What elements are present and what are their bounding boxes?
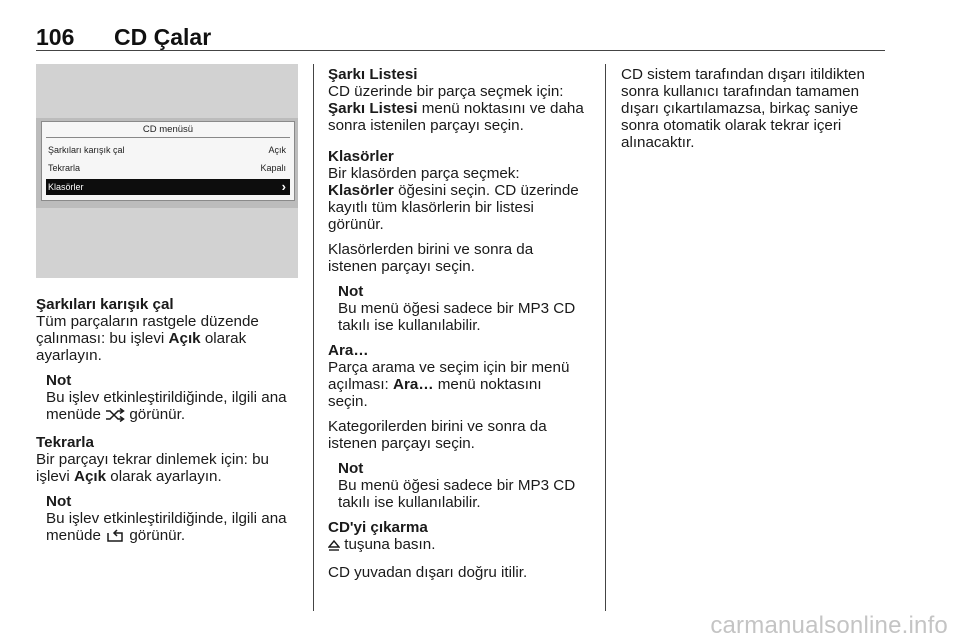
body-text: alınacaktır.: [621, 134, 695, 151]
section-heading-eject: CD'yi çıkarma: [328, 519, 428, 536]
inline-term: Şarkı Listesi: [328, 100, 418, 117]
body-text: istenen parçayı seçin.: [328, 258, 475, 275]
inline-term: Açık: [168, 330, 201, 347]
screen-title: CD menüsü: [142, 124, 194, 135]
column-2: [328, 66, 600, 581]
column-1: [36, 296, 304, 547]
section-heading-search: Ara…: [328, 342, 369, 359]
note-text: Bu menü öğesi sadece bir MP3 CD: [338, 300, 576, 317]
note-label: Not: [46, 493, 72, 510]
note-shuffle: [36, 372, 304, 426]
screen-row-label: Klasörler: [48, 182, 84, 192]
section-heading-repeat: Tekrarla: [36, 434, 94, 451]
body-text: işlevi Açık olarak ayarlayın.: [36, 468, 222, 485]
screen-row-folders: [46, 179, 290, 195]
screen-row-value: Açık: [268, 145, 286, 155]
note-label: Not: [338, 283, 364, 300]
body-text: görünür.: [328, 216, 384, 233]
body-text: CD sistem tarafından dışarı itildikten: [621, 66, 865, 83]
screen-row-repeat: [46, 160, 290, 176]
page-number: 106: [36, 24, 75, 50]
note-text: takılı ise kullanılabilir.: [338, 494, 481, 511]
column-divider-2: [605, 64, 606, 611]
section-heading-folders: Klasörler: [328, 148, 394, 165]
body-text: seçin.: [328, 393, 368, 410]
watermark: carmanualsonline.info: [710, 612, 948, 639]
display-screen: [41, 121, 295, 201]
body-text: Kategorilerden birini ve sonra da: [328, 418, 547, 435]
note-text: takılı ise kullanılabilir.: [338, 317, 481, 334]
body-text: Bir parçayı tekrar dinlemek için: bu: [36, 451, 269, 468]
screen-title-divider: [46, 137, 290, 138]
eject-icon: [328, 539, 340, 556]
body-text: açılması: Ara… menü noktasını: [328, 376, 542, 393]
note-repeat: [36, 493, 304, 547]
body-text: Şarkı Listesi menü noktasını ve daha: [328, 100, 584, 117]
page-title: CD Çalar: [114, 24, 212, 50]
body-text: Bir klasörden parça seçmek:: [328, 165, 520, 182]
screen-row-shuffle: [46, 142, 290, 158]
section-heading-tracklist: Şarkı Listesi: [328, 66, 418, 83]
header-divider: [36, 50, 885, 51]
body-text: CD yuvadan dışarı doğru itilir.: [328, 564, 528, 581]
body-text: Klasörler öğesini seçin. CD üzerinde: [328, 182, 579, 199]
note-label: Not: [338, 460, 364, 477]
inline-term: Açık: [73, 468, 107, 485]
note-text: menüde görünür.: [46, 406, 304, 426]
column-3: [621, 66, 889, 151]
inline-term: Klasörler: [328, 182, 394, 199]
body-text: sonra otomatik olarak tekrar içeri: [621, 117, 842, 134]
screen-row-label: Şarkıları karışık çal: [48, 145, 125, 155]
section-heading-shuffle: Şarkıları karışık çal: [36, 296, 174, 313]
body-text: sonra istenilen parçayı seçin.: [328, 117, 524, 134]
body-text: ayarlayın.: [36, 347, 102, 364]
inline-term: Ara…: [393, 376, 434, 393]
note-text: Bu işlev etkinleştirildiğinde, ilgili ana: [46, 389, 287, 406]
body-text: istenen parçayı seçin.: [328, 435, 475, 452]
note-search: [328, 460, 600, 511]
note-text: Bu işlev etkinleştirildiğinde, ilgili ana: [46, 510, 287, 527]
chevron-right-icon: ›: [281, 179, 286, 194]
cd-menu-figure: [36, 64, 298, 278]
body-text: kayıtlı tüm klasörlerin bir listesi: [328, 199, 534, 216]
body-text: Parça arama ve seçim için bir menü: [328, 359, 570, 376]
body-text: sonra kullanıcı tarafından tamamen: [621, 83, 860, 100]
body-text: Klasörlerden birini ve sonra da: [328, 241, 534, 258]
body-text: Tüm parçaların rastgele düzende: [36, 313, 259, 330]
screen-row-value: Kapalı: [260, 163, 286, 173]
screen-row-label: Tekrarla: [48, 163, 81, 173]
body-text: çalınması: bu işlevi Açık olarak: [36, 330, 247, 347]
note-text: Bu menü öğesi sadece bir MP3 CD: [338, 477, 576, 494]
body-text: tuşuna basın.: [328, 536, 600, 556]
shuffle-icon: [105, 408, 125, 426]
note-text: menüde görünür.: [46, 527, 304, 547]
column-divider-1: [313, 64, 314, 611]
repeat-icon: [105, 529, 125, 547]
note-folders: [328, 283, 600, 334]
note-label: Not: [46, 372, 72, 389]
body-text: dışarı çıkartılamazsa, birkaç saniye: [621, 100, 859, 117]
body-text: CD üzerinde bir parça seçmek için:: [328, 83, 564, 100]
